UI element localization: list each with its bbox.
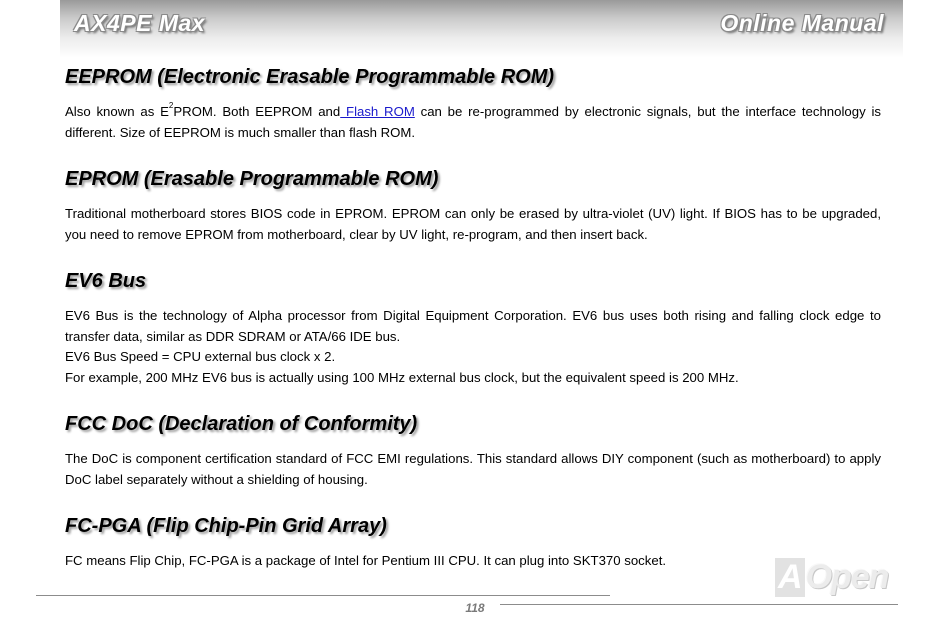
flash-rom-link[interactable]: Flash ROM — [340, 104, 415, 119]
section-paragraph: EV6 Bus is the technology of Alpha processor from Digital Equipment Corporation. EV6 bus uses both rising and falling clock edge to transfer data, similar as DDR SDRAM or ATA/66 IDE bus. — [65, 308, 881, 344]
section-title: FC-PGA (Flip Chip-Pin Grid Array) — [65, 515, 387, 537]
superscript: 2 — [168, 101, 174, 110]
paragraph-text: PROM. Both EEPROM and — [173, 104, 341, 119]
section-title: FCC DoC (Declaration of Conformity) — [65, 413, 418, 435]
section-title: EPROM (Erasable Programmable ROM) — [65, 168, 439, 190]
section-paragraph: For example, 200 MHz EV6 bus is actually using 100 MHz external bus clock, but the equivalent speed is 200 MHz. — [65, 369, 739, 385]
section-paragraph: The DoC is component certification standard of FCC EMI regulations. This standard allows DIY component (such as motherboard) to apply DoC label separately without a shielding of housing. — [65, 451, 881, 487]
footer-divider-left — [36, 595, 610, 596]
section-paragraph: FC means Flip Chip, FC-PGA is a package of Intel for Pentium III CPU. It can plug into SKT370 socket. — [65, 553, 667, 568]
section-paragraph: Traditional motherboard stores BIOS code in EPROM. EPROM can only be erased by ultra-violet (UV) light. If BIOS has to be upgraded, you need to remove EPROM from motherboard, clear by UV light, re-program, and then insert back. — [65, 206, 881, 242]
paragraph-text: Also known as E — [65, 104, 169, 119]
aopen-logo — [775, 557, 888, 597]
section-eprom — [65, 164, 881, 245]
section-paragraph — [65, 102, 881, 143]
section-eeprom — [65, 62, 881, 143]
paragraph-text: can be re-programmed by electronic signals, but the interface technology is different. Size of EEPROM is much smaller than flash ROM. — [65, 104, 881, 140]
section-fc-pga — [65, 511, 881, 572]
manual-product-title: AX4PE Max — [74, 10, 206, 36]
logo-letter-box: A — [775, 558, 805, 597]
glossary-content — [65, 62, 881, 593]
section-ev6-bus — [65, 266, 881, 388]
footer-divider-right — [500, 604, 898, 605]
section-title: EV6 Bus — [65, 270, 147, 292]
online-manual-title: Online Manual — [720, 10, 884, 36]
section-fcc-doc — [65, 409, 881, 490]
section-title: EEPROM (Electronic Erasable Programmable ROM) — [65, 66, 555, 88]
page-number: 118 — [465, 601, 485, 615]
section-paragraph: EV6 Bus Speed = CPU external bus clock x 2. — [65, 349, 336, 364]
logo-text: Open — [805, 557, 889, 596]
